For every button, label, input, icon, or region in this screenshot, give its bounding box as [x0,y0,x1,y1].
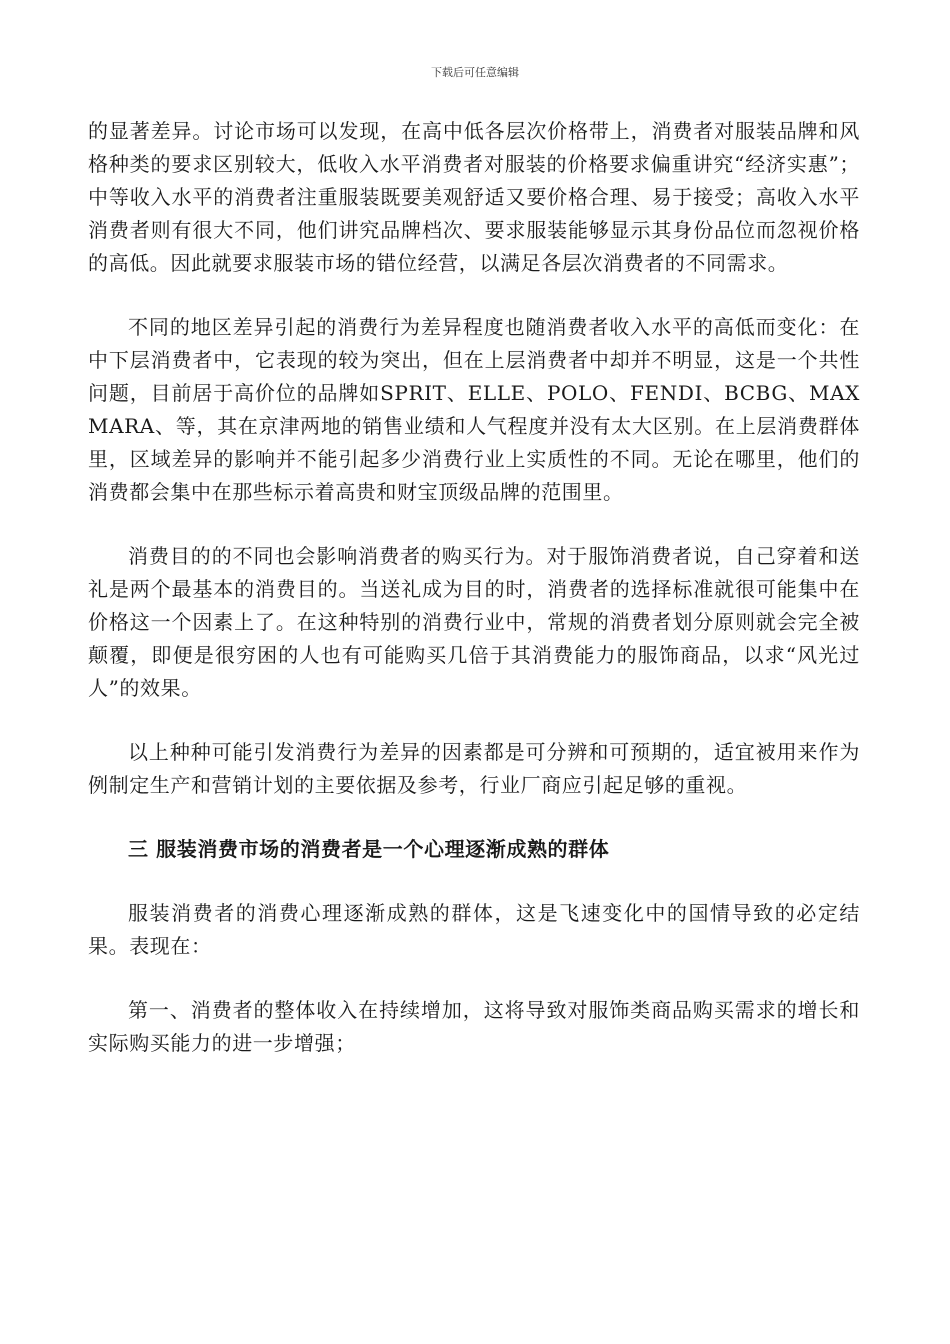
paragraph-2: 不同的地区差异引起的消费行为差异程度也随消费者收入水平的高低而变化：在中下层消费者中，它表现的较为突出，但在上层消费者中却并不明显，这是一个共性问题，目前居于高价位的品牌如SPRIT、ELLE、POLO、FENDI、BCBG、MAXMARA、等，其在京津两地的销售业绩和人气程度并没有太大区别。在上层消费群体里，区域差异的影响并不能引起多少消费行业上实质性的不同。无论在哪里，他们的消费都会集中在那些标示着高贵和财宝顶级品牌的范围里。 [88,315,860,504]
paragraph-6: 第一、消费者的整体收入在持续增加，这将导致对服饰类商品购买需求的增长和实际购买能力的进一步增强； [88,998,860,1055]
paragraph-5: 服装消费者的消费心理逐渐成熟的群体，这是飞速变化中的国情导致的必定结果。表现在： [88,901,860,958]
page-header: 下载后可任意编辑 [431,66,519,79]
document-body [88,115,860,1060]
section-heading: 三 服装消费市场的消费者是一个心理逐渐成熟的群体 [128,837,610,861]
paragraph-1: 的显著差异。讨论市场可以发现，在高中低各层次价格带上，消费者对服装品牌和风格种类的要求区别较大，低收入水平消费者对服装的价格要求偏重讲究“经济实惠”；中等收入水平的消费者注重服装既要美观舒适又要价格合理、易于接受；高收入水平消费者则有很大不同，他们讲究品牌档次、要求服装能够显示其身份品位而忽视价格的高低。因此就要求服装市场的错位经营，以满足各层次消费者的不同需求。 [88,119,860,275]
paragraph-4: 以上种种可能引发消费行为差异的因素都是可分辨和可预期的，适宜被用来作为例制定生产和营销计划的主要依据及参考，行业厂商应引起足够的重视。 [88,740,860,797]
paragraph-3: 消费目的的不同也会影响消费者的购买行为。对于服饰消费者说，自己穿着和送礼是两个最基本的消费目的。当送礼成为目的时，消费者的选择标准就很可能集中在价格这一个因素上了。在这种特别的消费行业中，常规的消费者划分原则就会完全被颠覆，即便是很穷困的人也有可能购买几倍于其消费能力的服饰商品，以求“风光过人”的效果。 [88,544,860,700]
